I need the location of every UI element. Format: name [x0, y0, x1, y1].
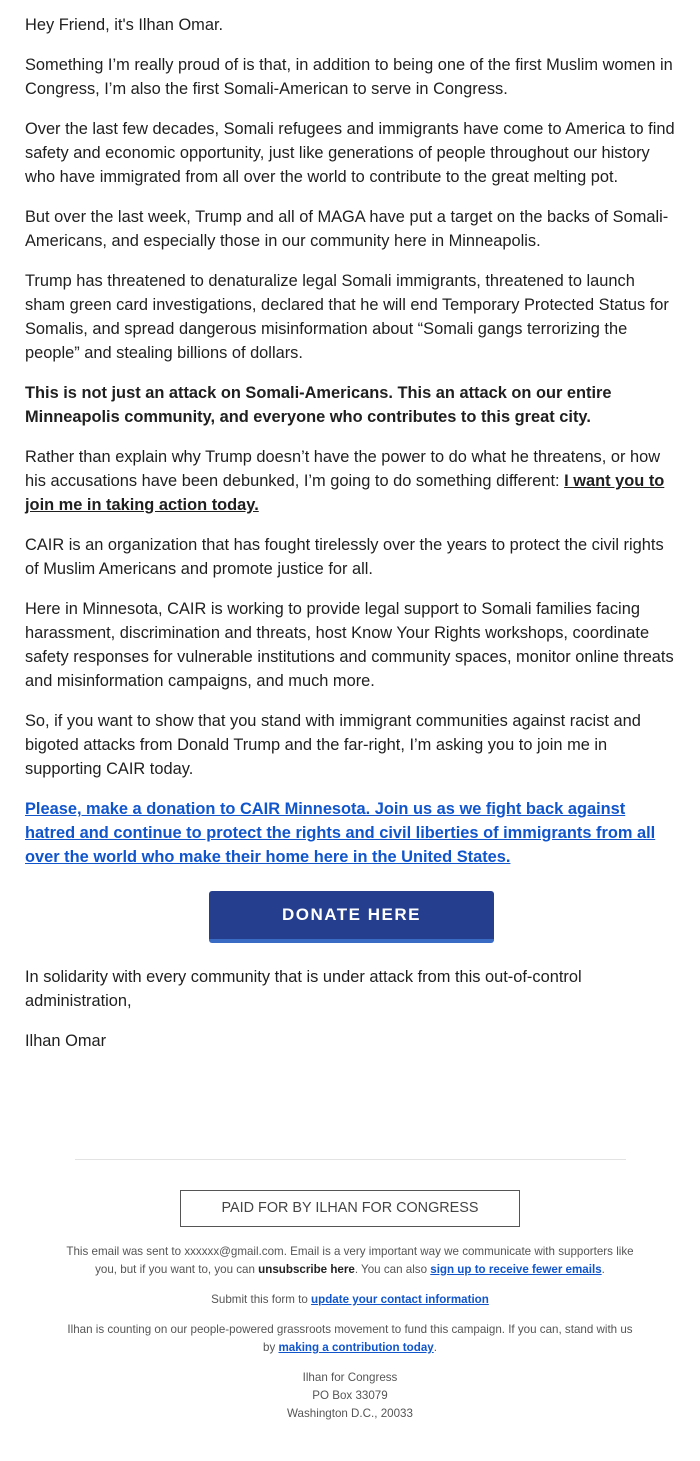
address-line-2: PO Box 33079: [312, 1389, 388, 1402]
grassroots-end: .: [433, 1341, 437, 1354]
paragraph-cair: CAIR is an organization that has fought tirelessly over the years to protect the civil rights of Muslim Americans and promote justice for all.: [25, 536, 664, 578]
donate-button-wrap: [25, 891, 678, 943]
paid-for-box: PAID FOR BY ILHAN FOR CONGRESS: [180, 1190, 520, 1227]
join-action-link[interactable]: I want you to join me in taking action today.: [25, 472, 665, 514]
address-line-3: Washington D.C., 20033: [287, 1407, 413, 1420]
paragraph-threats: Trump has threatened to denaturalize legal Somali immigrants, threatened to launch sham green card investigations, declared that he will end Temporary Protected Status for Somalis, and spread dangerous misinformation about “Somali gangs terrorizing the people” and stealing billions of dollars.: [25, 272, 669, 362]
paragraph-action: [25, 445, 678, 517]
sent-to-mid: . Email is a very important way we communicate with supporters like you, but if you want to, you can: [95, 1245, 634, 1276]
paragraph-ask: So, if you want to show that you stand with immigrant communities against racist and bigoted attacks from Donald Trump and the far-right, I’m asking you to join me in supporting CAIR today.: [25, 712, 641, 778]
sent-to-prefix: This email was sent to: [66, 1245, 185, 1258]
contribution-link[interactable]: making a contribution today: [278, 1341, 434, 1354]
grassroots-line: [60, 1321, 640, 1357]
update-prefix: Submit this form to: [211, 1293, 312, 1306]
sent-to-notice: [60, 1243, 640, 1279]
closing: In solidarity with every community that is under attack from this out-of-control administration,: [25, 968, 582, 1010]
sent-to-period: .: [601, 1263, 605, 1276]
sent-to-mid2: . You can also: [354, 1263, 431, 1276]
footer: [60, 1190, 640, 1423]
paragraph-minnesota: Here in Minnesota, CAIR is working to provide legal support to Somali families facing harassment, discrimination and threats, host Know Your Rights workshops, coordinate safety responses for vulnerable institutions and community spaces, monitor online threats and misinformation campaigns, and much more.: [25, 600, 674, 690]
footer-divider: [75, 1159, 626, 1160]
grassroots-text: Ilhan is counting on our people-powered grassroots movement to fund this campaign. If you can, stand with us by: [67, 1323, 633, 1354]
greeting: Hey Friend, it's Ilhan Omar.: [25, 16, 224, 34]
unsubscribe-link[interactable]: unsubscribe here: [258, 1263, 355, 1276]
paragraph-action-text: Rather than explain why Trump doesn’t have the power to do what he threatens, or how his accusations have been debunked, I’m going to do something different:: [25, 448, 661, 490]
donate-button[interactable]: DONATE HERE: [209, 891, 494, 943]
cta-paragraph: [25, 797, 678, 869]
fewer-emails-link[interactable]: sign up to receive fewer emails: [430, 1263, 602, 1276]
recipient-email: xxxxxx@gmail.com: [184, 1245, 284, 1258]
address-line-1: Ilhan for Congress: [302, 1371, 398, 1384]
signature: Ilhan Omar: [25, 1032, 107, 1050]
update-contact-link[interactable]: update your contact information: [311, 1293, 489, 1306]
paragraph-attack-bold: This is not just an attack on Somali-Americans. This an attack on our entire Minneapolis community, and everyone who contributes to this great city.: [25, 384, 612, 426]
paragraph-refugees: Over the last few decades, Somali refugees and immigrants have come to America to find safety and economic opportunity, just like generations of people throughout our history who have immigrated from all over the world to contribute to the great melting pot.: [25, 120, 675, 186]
donation-cta-link[interactable]: Please, make a donation to CAIR Minnesota. Join us as we fight back against hatred and continue to protect the rights and civil liberties of immigrants from all over the world who make their home here in the United States.: [25, 800, 656, 866]
update-info-line: [60, 1291, 640, 1309]
paragraph-proud: Something I’m really proud of is that, in addition to being one of the first Muslim women in Congress, I’m also the first Somali-American to serve in Congress.: [25, 56, 673, 98]
paragraph-target: But over the last week, Trump and all of MAGA have put a target on the backs of Somali-Americans, and especially those in our community here in Minneapolis.: [25, 208, 669, 250]
mailing-address: [60, 1369, 640, 1423]
